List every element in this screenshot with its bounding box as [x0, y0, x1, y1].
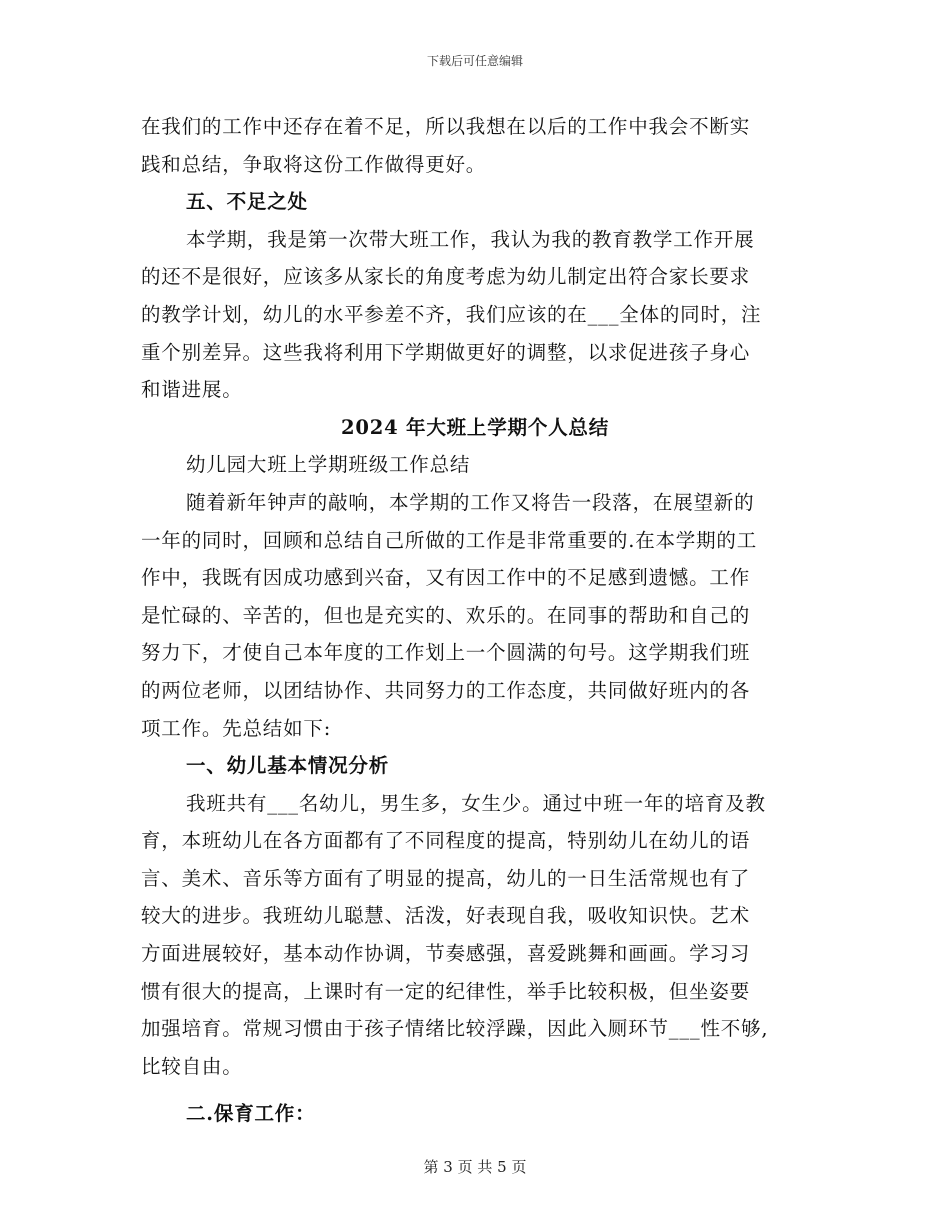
paragraph-line: 言、美术、音乐等方面有了明显的提高，幼儿的一日生活常规也有了 [141, 866, 751, 890]
paragraph-line: 育，本班幼儿在各方面都有了不同程度的提高，特别幼儿在幼儿的语 [141, 829, 751, 853]
paragraph-line: 和谐进展。 [141, 378, 243, 402]
paragraph-line: 努力下，才使自己本年度的工作划上一个圆满的句号。这学期我们班 [141, 641, 751, 665]
spacer [141, 1085, 809, 1095]
paragraph-line: 较大的进步。我班幼儿聪慧、活泼，好表现自我，吸收知识快。艺术 [141, 904, 751, 928]
paragraph-line: 一年的同时，回顾和总结自己所做的工作是非常重要的.在本学期的工 [141, 528, 757, 552]
page-footer: 第 3 页 共 5 页 [423, 1158, 527, 1176]
section-heading: 二.保育工作： [186, 1102, 316, 1126]
page-header: 下载后可任意编辑 [426, 54, 523, 68]
paragraph-line: 比较自由。 [141, 1054, 243, 1078]
paragraph-line: 本学期，我是第一次带大班工作，我认为我的教育教学工作开展 [186, 227, 755, 251]
paragraph-line: 的两位老师，以团结协作、共同努力的工作态度，共同做好班内的各 [141, 678, 751, 702]
paragraph-line: 践和总结，争取将这份工作做得更好。 [141, 152, 487, 176]
paragraph-line: 的还不是很好，应该多从家长的角度考虑为幼儿制定出符合家长要求 [141, 265, 751, 289]
paragraph-line: 随着新年钟声的敲响，本学期的工作又将告一段落，在展望新的 [186, 490, 755, 514]
section-heading: 一、幼儿基本情况分析 [186, 754, 390, 778]
document-body [141, 108, 809, 1133]
paragraph-line: 项工作。先总结如下: [141, 716, 332, 740]
section-heading: 五、不足之处 [186, 190, 308, 214]
subtitle: 幼儿园大班上学期班级工作总结 [186, 453, 471, 477]
document-title: 2024 年大班上学期个人总结 [340, 415, 610, 439]
paragraph-line: 我班共有___名幼儿，男生多，女生少。通过中班一年的培育及教 [186, 791, 766, 815]
paragraph-line: 是忙碌的、辛苦的，但也是充实的、欢乐的。在同事的帮助和自己的 [141, 603, 751, 627]
paragraph-line: 的教学计划，幼儿的水平参差不齐，我们应该的在___全体的同时，注 [141, 302, 762, 326]
paragraph-line: 作中，我既有因成功感到兴奋，又有因工作中的不足感到遗憾。工作 [141, 566, 751, 590]
paragraph-line: 重个别差异。这些我将利用下学期做更好的调整，以求促进孩子身心 [141, 340, 751, 364]
paragraph-line: 惯有很大的提高，上课时有一定的纪律性，举手比较积极，但坐姿要 [141, 979, 751, 1003]
paragraph-line: 加强培育。常规习惯由于孩子情绪比较浮躁，因此入厕环节___性不够, [141, 1017, 769, 1041]
paragraph-line: 方面进展较好，基本动作协调，节奏感强，喜爱跳舞和画画。学习习 [141, 942, 751, 966]
paragraph-line: 在我们的工作中还存在着不足，所以我想在以后的工作中我会不断实 [141, 115, 751, 138]
